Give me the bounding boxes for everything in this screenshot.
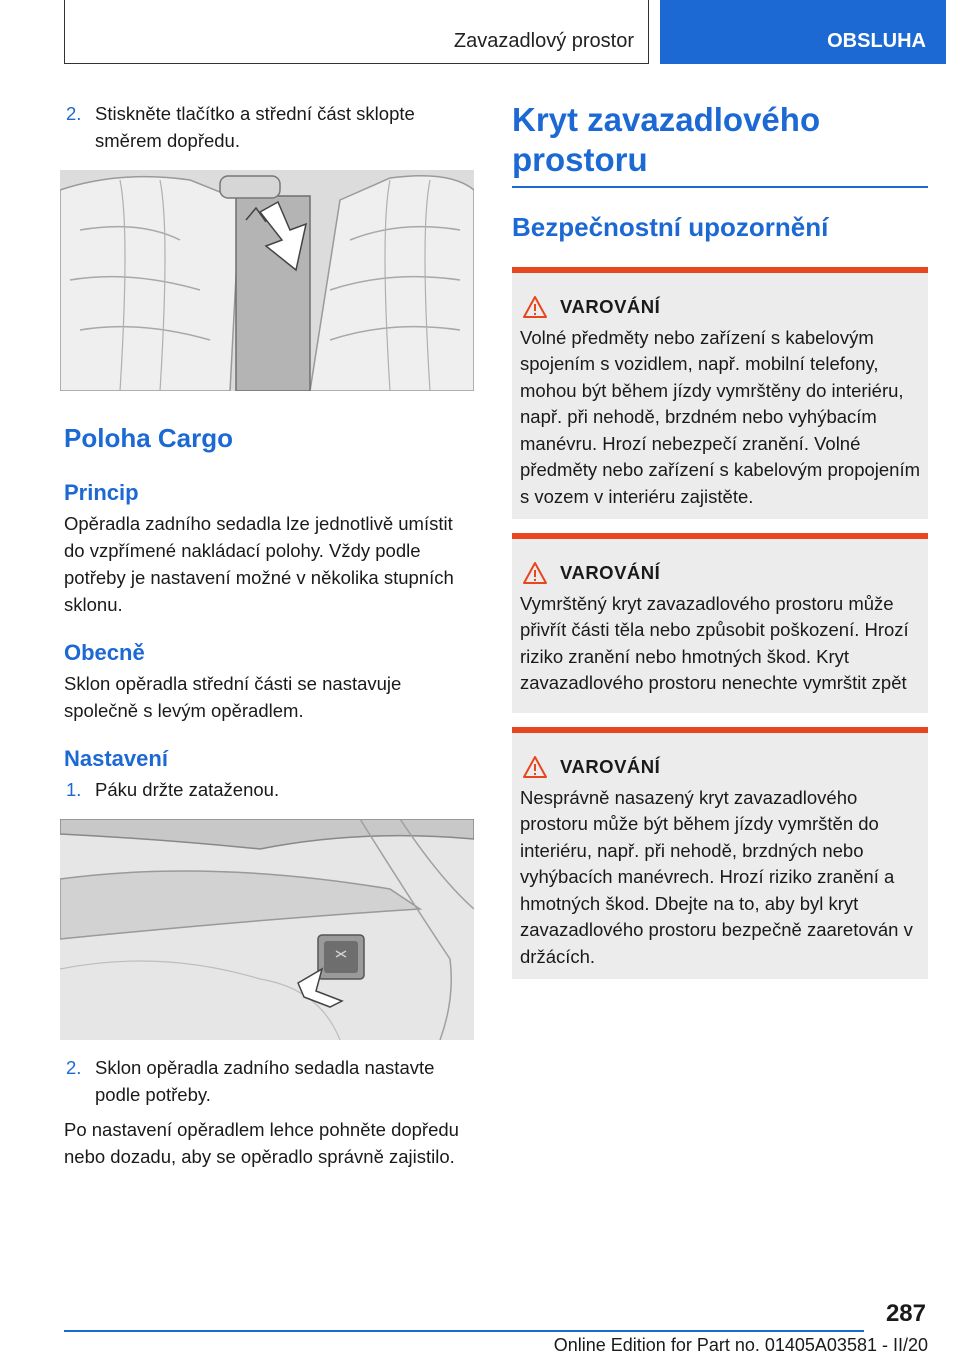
section-title: Zavazadlový prostor (453, 30, 634, 52)
warning-box-1 (512, 267, 928, 519)
warning-box-2 (512, 533, 928, 713)
step-text: Páku držte zataženou. (95, 779, 280, 800)
warning-label: VAROVÁNÍ (560, 561, 661, 583)
warning-text: Volné předměty nebo zařízení s kabelovým spojením s vozidlem, např. mobilní telefony, mohou být během jízdy vymrštěny do interiéru, např. při nehodě, brzdném nebo vyhýbacím manévru. Hrozí nebezpečí zranění. Volné předměty nebo zařízení s kabelovým propojením s vozem v interiéru zajistěte. (520, 326, 921, 507)
footer-rule (64, 1330, 864, 1332)
left-column (64, 100, 476, 1170)
chapter-tab[interactable] (660, 0, 946, 64)
warning-box-3 (512, 727, 928, 979)
step-number: 2. (66, 103, 82, 124)
right-column (512, 100, 928, 979)
warning-triangle-icon (522, 561, 548, 585)
warning-text: Vymrštěný kryt zavazadlového prostoru může přivřít části těla nebo způsobit poškození. Hrozí riziko zranění nebo hmotných škod. Kryt zavazadlového prostoru nenechte vymrštit zpět (520, 592, 909, 693)
step-1 (64, 776, 476, 803)
heading-kryt-zavazadloveho-prostoru: Kryt zavazadlového prostoru (512, 101, 821, 178)
heading-nastaveni: Nastavení (64, 746, 168, 771)
heading-bezpecnostni-upozorneni: Bezpečnostní upozornění (512, 211, 829, 242)
warning-text: Nesprávně nasazený kryt zavazadlového prostoru může být během jízdy vymrštěn do interiéru, např. při nehodě, brzdných nebo vyhýbacích manévrech. Hrozí riziko zranění a hmotných škod. Dbejte na to, aby byl kryt zavazadlového prostoru bezpečně zaaretován v držácích. (520, 786, 913, 967)
seat-backrest-fold-icon (60, 170, 474, 391)
step-2 (64, 1054, 464, 1108)
lever-release-icon (60, 819, 474, 1040)
heading-poloha-cargo: Poloha Cargo (64, 423, 234, 453)
warning-label: VAROVÁNÍ (560, 755, 661, 777)
warning-label: VAROVÁNÍ (560, 295, 661, 317)
heading-princip: Princip (64, 480, 139, 505)
warning-triangle-icon (522, 295, 548, 319)
closing-text: Po nastavení opěradlem lehce pohněte dopředu nebo dozadu, aby se opěradlo správně zajistilo. (64, 1119, 459, 1167)
step-number: 2. (66, 1057, 82, 1078)
step-text: Sklon opěradla zadního sedadla nastavte podle potřeby. (95, 1057, 435, 1105)
chapter-tab-label: OBSLUHA (827, 30, 926, 52)
heading-obecne: Obecně (64, 640, 145, 665)
obecne-text: Sklon opěradla střední části se nastavuje společně s levým opěradlem. (64, 673, 402, 721)
warning-triangle-icon (522, 755, 548, 779)
heading-rule (512, 186, 928, 188)
page-number: 287 (885, 1300, 926, 1327)
lever-figure (60, 819, 474, 1040)
step-2-top (64, 100, 464, 154)
step-text: Stiskněte tlačítko a střední část sklopte směrem dopředu. (95, 103, 415, 151)
header-section-box (64, 0, 649, 64)
footer-edition: Online Edition for Part no. 01405A03581 - II/20 (553, 1335, 928, 1355)
princip-text: Opěradla zadního sedadla lze jednotlivě umístit do vzpřímené nakládací polohy. Vždy podle potřeby je nastavení možné v několika stupních sklonu. (64, 513, 454, 615)
seat-fold-figure (60, 170, 474, 391)
step-number: 1. (66, 779, 82, 800)
